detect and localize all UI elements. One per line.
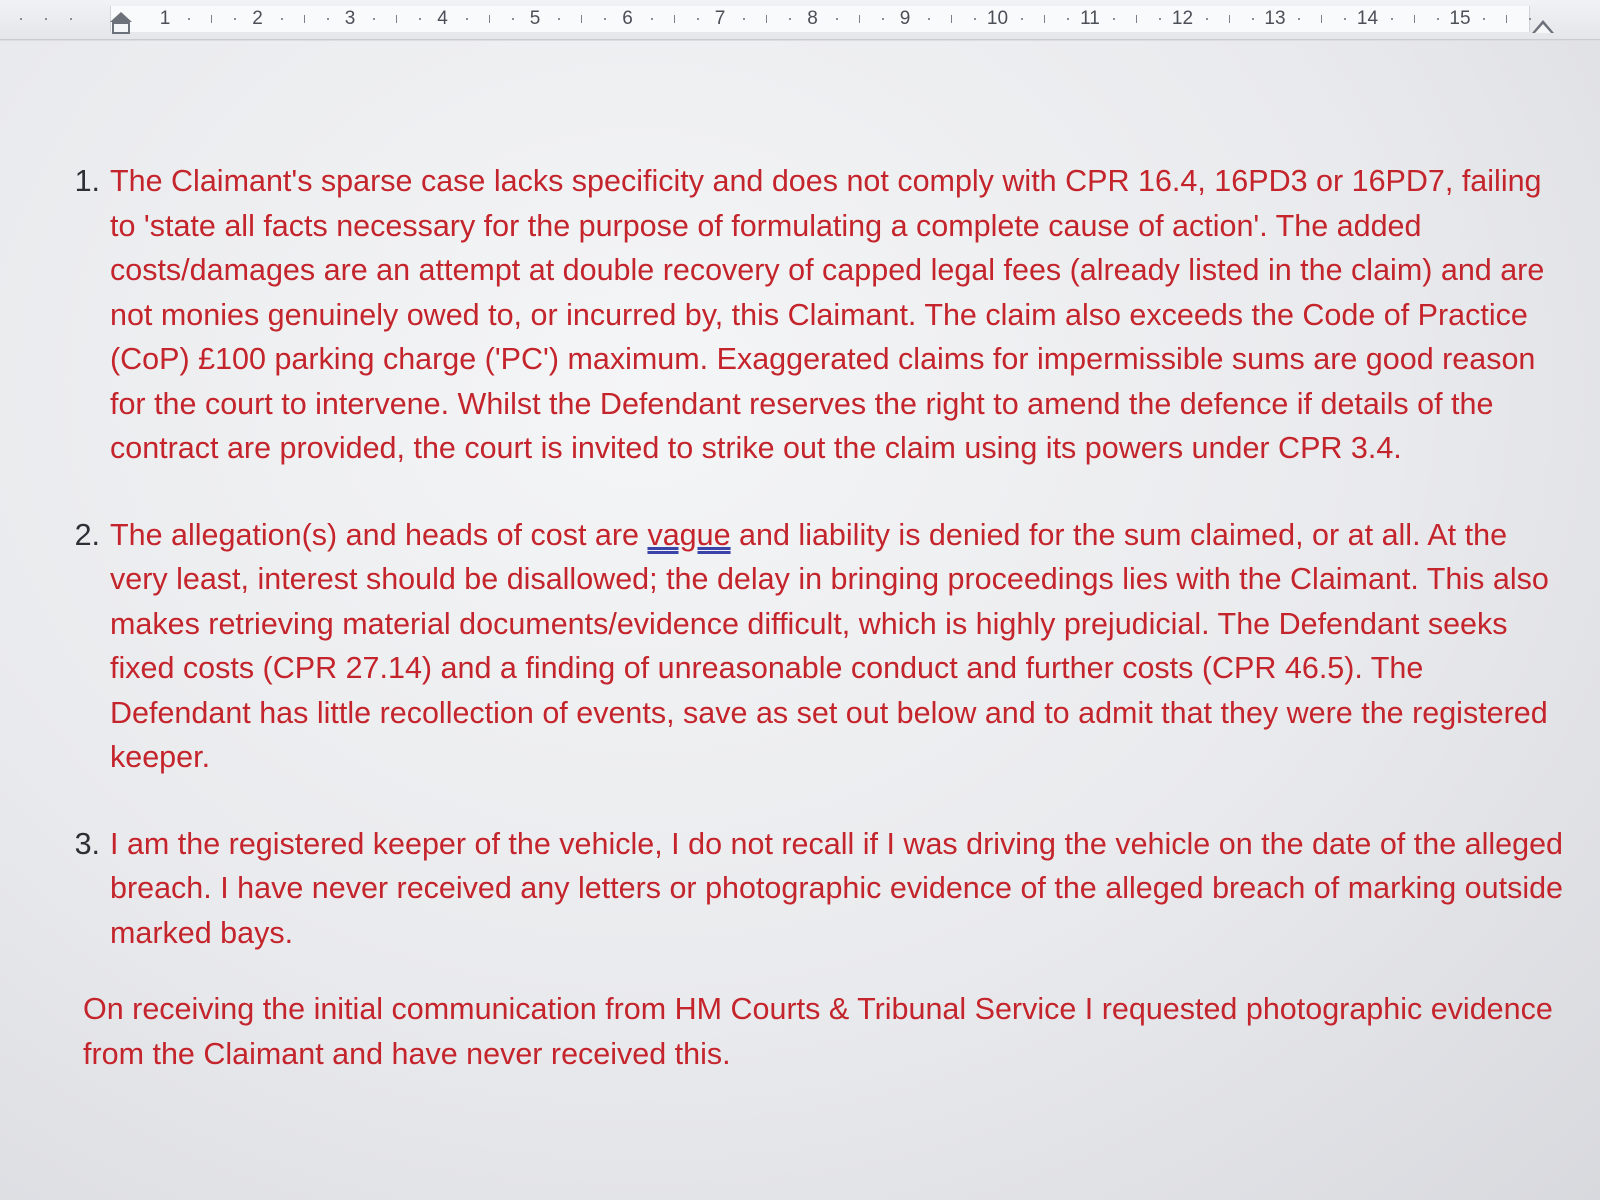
ruler-dot xyxy=(697,18,699,20)
ruler-dot xyxy=(188,18,190,20)
ruler-dot xyxy=(1252,18,1254,20)
ruler-tick xyxy=(1321,15,1322,23)
list-item[interactable] xyxy=(40,513,1570,780)
ruler-tick xyxy=(674,15,675,23)
ruler-tick xyxy=(951,15,952,23)
paragraph-text-start: The allegation(s) and heads of cost are xyxy=(110,517,648,552)
ruler-dot xyxy=(45,18,47,20)
list-item[interactable] xyxy=(40,159,1570,471)
ruler-tick xyxy=(396,15,397,23)
ruler-dot xyxy=(327,18,329,20)
ruler-dot xyxy=(743,18,745,20)
ruler-dot xyxy=(974,18,976,20)
list-number: 2. xyxy=(74,517,100,552)
ruler-dot xyxy=(1437,18,1439,20)
ruler-tick xyxy=(1136,15,1137,23)
list-item[interactable] xyxy=(40,822,1570,956)
ruler-number: 15 xyxy=(1449,8,1471,29)
list-number: 1. xyxy=(74,164,100,198)
ruler-number: 8 xyxy=(807,8,818,29)
ruler-dot xyxy=(789,18,791,20)
ruler-tick xyxy=(211,15,212,23)
ruler-dot xyxy=(1391,18,1393,20)
spellcheck-flagged-word[interactable]: vague xyxy=(647,517,731,552)
document-page[interactable] xyxy=(0,41,1600,1200)
ruler-tick xyxy=(304,15,305,23)
right-indent-marker-inner xyxy=(1535,24,1551,33)
ruler-tick xyxy=(859,15,860,23)
paragraph-text[interactable] xyxy=(110,513,1570,780)
document-body[interactable] xyxy=(40,159,1570,1076)
paragraph-text[interactable]: The Claimant's sparse case lacks specificity and does not comply with CPR 16.4, 16PD3 or 16PD7, failing to 'state all facts necessary for the purpose of formulating a complete cause of action'. The added costs/damages are an attempt at double recovery of capped legal fees (already listed in the claim) and are not monies genuinely owed to, or incurred by, this Claimant. The claim also exceeds the Code of Practice (CoP) £100 parking charge ('PC') maximum. Exaggerated claims for impermissible sums are good reason for the court to intervene. Whilst the Defendant reserves the right to amend the defence if details of the contract are provided, the court is invited to strike out the claim using its powers under CPR 3.4. xyxy=(110,164,1545,465)
follow-up-paragraph[interactable]: On receiving the initial communication from HM Courts & Tribunal Service I requested photographic evidence from the Claimant and have never received this. xyxy=(83,992,1553,1071)
ruler-dot xyxy=(70,18,72,20)
ruler-number: 10 xyxy=(986,8,1009,29)
ruler-dot xyxy=(836,18,838,20)
ruler-tick xyxy=(766,15,767,23)
ruler-number: 5 xyxy=(529,8,541,29)
ruler-dot xyxy=(512,18,514,20)
ruler-dot xyxy=(604,18,606,20)
ruler-dot xyxy=(1067,18,1069,20)
ruler-dot xyxy=(419,18,421,20)
ruler-dot xyxy=(1298,18,1300,20)
list-number: 3. xyxy=(74,826,100,861)
ruler-number: 14 xyxy=(1356,8,1379,29)
paragraph-text-end: and liability is denied for the sum claimed, or at all. At the very least, interest should be disallowed; the delay in bringing proceedings lies with the Claimant. This also makes retrieving material documents/evidence difficult, which is highly prejudicial. The Defendant seeks fixed costs (CPR 27.14) and a finding of unreasonable conduct and further costs (CPR 46.5). The Defendant has little recollection of events, save as set out below and to admit that they were the registered keeper. xyxy=(110,517,1549,774)
ruler-dot xyxy=(1344,18,1346,20)
ruler-tick xyxy=(1044,15,1045,23)
paragraph-text[interactable]: I am the registered keeper of the vehicle, I do not recall if I was driving the vehicle on the date of the alleged breach. I have never received any letters or photographic evidence of the alleged breach of marking outside marked bays. xyxy=(110,826,1564,950)
ruler-dot xyxy=(373,18,375,20)
ruler-dot xyxy=(234,18,236,20)
ruler-number: 2 xyxy=(252,8,263,29)
left-indent-box-icon[interactable] xyxy=(112,22,130,34)
ruler-number: 6 xyxy=(622,8,633,29)
ruler-dot xyxy=(281,18,283,20)
ruler-dot xyxy=(558,18,560,20)
ruler-dot xyxy=(1159,18,1161,20)
horizontal-ruler[interactable] xyxy=(0,0,1600,40)
ruler-tick xyxy=(1506,15,1507,23)
ruler-number: 11 xyxy=(1080,8,1100,29)
ruler-dot xyxy=(928,18,930,20)
ruler-tick xyxy=(1229,15,1230,23)
ruler-number: 1 xyxy=(159,8,171,29)
ruler-dot xyxy=(20,18,22,20)
ruler-dot xyxy=(882,18,884,20)
ruler-number: 7 xyxy=(714,8,726,29)
ruler-number: 12 xyxy=(1171,8,1194,29)
ruler-number: 3 xyxy=(344,8,356,29)
ruler-dot xyxy=(651,18,653,20)
ruler-tick xyxy=(1414,15,1415,23)
left-indent-marker-icon[interactable] xyxy=(110,12,132,22)
ruler-dot xyxy=(1113,18,1115,20)
ruler-text-area xyxy=(110,6,1530,32)
ruler-tick xyxy=(489,15,490,23)
ruler-dot xyxy=(466,18,468,20)
ruler-number: 4 xyxy=(437,8,448,29)
ruler-number: 13 xyxy=(1264,8,1286,29)
ruler-number: 9 xyxy=(899,8,911,29)
ruler-dot xyxy=(1021,18,1023,20)
ruler-dot xyxy=(1483,18,1485,20)
ruler-tick xyxy=(581,15,582,23)
ruler-dot xyxy=(1206,18,1208,20)
